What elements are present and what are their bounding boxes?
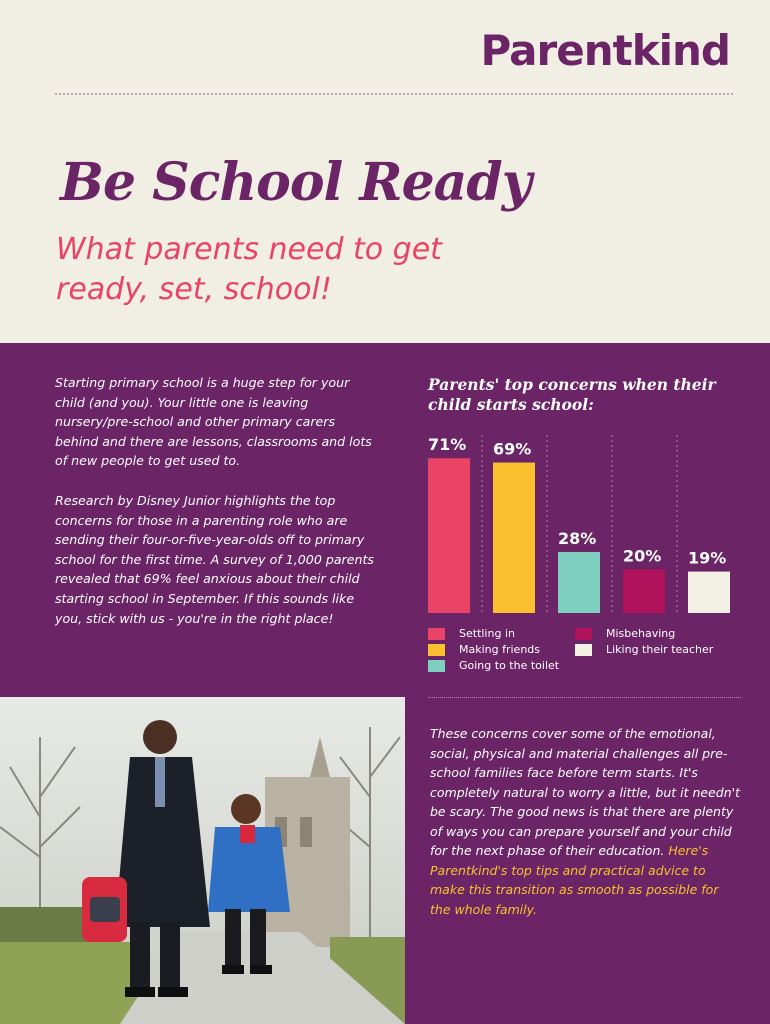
legend-swatch bbox=[575, 628, 592, 640]
outro-body: These concerns cover some of the emotional, social, physical and material challenges all pre-school families face before term starts. It's completely natural to worry a little, but it needn't be scary. The good news is that there are plenty of ways you can prepare yourself and your child for the next phase of their education. bbox=[430, 726, 740, 858]
bar-going-to-the-toilet bbox=[558, 552, 600, 613]
bar-value-label: 69% bbox=[493, 439, 532, 459]
outro-text bbox=[430, 724, 740, 919]
legend-item bbox=[428, 643, 540, 656]
legend-item bbox=[575, 627, 675, 640]
father-and-son-photo bbox=[0, 697, 405, 1024]
bar-value-label: 71% bbox=[428, 435, 467, 455]
legend-swatch bbox=[428, 628, 445, 640]
legend-swatch bbox=[575, 644, 592, 656]
page-subtitle: What parents need to get ready, set, school! bbox=[56, 232, 442, 307]
bar-misbehaving bbox=[623, 569, 665, 613]
legend-label: Making friends bbox=[459, 643, 541, 656]
legend-label: Settling in bbox=[459, 627, 515, 640]
legend-item bbox=[575, 643, 713, 656]
legend-label: Misbehaving bbox=[606, 627, 676, 640]
photo-illustration bbox=[0, 697, 405, 1024]
bar-settling-in bbox=[428, 458, 470, 613]
bar-liking-their-teacher bbox=[688, 572, 730, 613]
chart-title: Parents' top concerns when their child starts school: bbox=[428, 375, 716, 414]
legend-swatch bbox=[428, 644, 445, 656]
legend-item bbox=[428, 659, 559, 672]
page-title: Be School Ready bbox=[60, 152, 531, 213]
intro-paragraph-1: Starting primary school is a huge step for your child (and you). Your little one is leaving nursery/pre-school and other primary carers behind and there are lessons, classrooms and lots of new people to get used to. bbox=[55, 375, 372, 469]
legend-label: Liking their teacher bbox=[606, 643, 714, 656]
intro-paragraph-2: Research by Disney Junior highlights the top concerns for those in a parenting role who are sending their four-or-five-year-olds off to primary school for the first time. A survey of 1,000 parents revealed that 69% feel anxious about their child starting school in September. If this sounds like you, stick with us - you're in the right place! bbox=[55, 492, 374, 626]
bar-value-label: 28% bbox=[558, 528, 597, 548]
bar-value-label: 19% bbox=[688, 548, 727, 568]
parentkind-logo: Parentkind bbox=[480, 26, 730, 75]
intro-text bbox=[55, 373, 375, 648]
section-divider bbox=[428, 697, 741, 698]
legend-item bbox=[428, 627, 515, 640]
bar-value-label: 20% bbox=[623, 546, 662, 566]
header-divider bbox=[55, 93, 733, 95]
outro-highlight: Here's Parentkind's top tips and practical advice to make this transition as smooth as possible for the whole family. bbox=[430, 843, 719, 917]
legend-swatch bbox=[428, 660, 445, 672]
legend-label: Going to the toilet bbox=[459, 659, 560, 672]
concerns-bar-chart bbox=[418, 425, 748, 620]
bar-making-friends bbox=[493, 463, 535, 613]
